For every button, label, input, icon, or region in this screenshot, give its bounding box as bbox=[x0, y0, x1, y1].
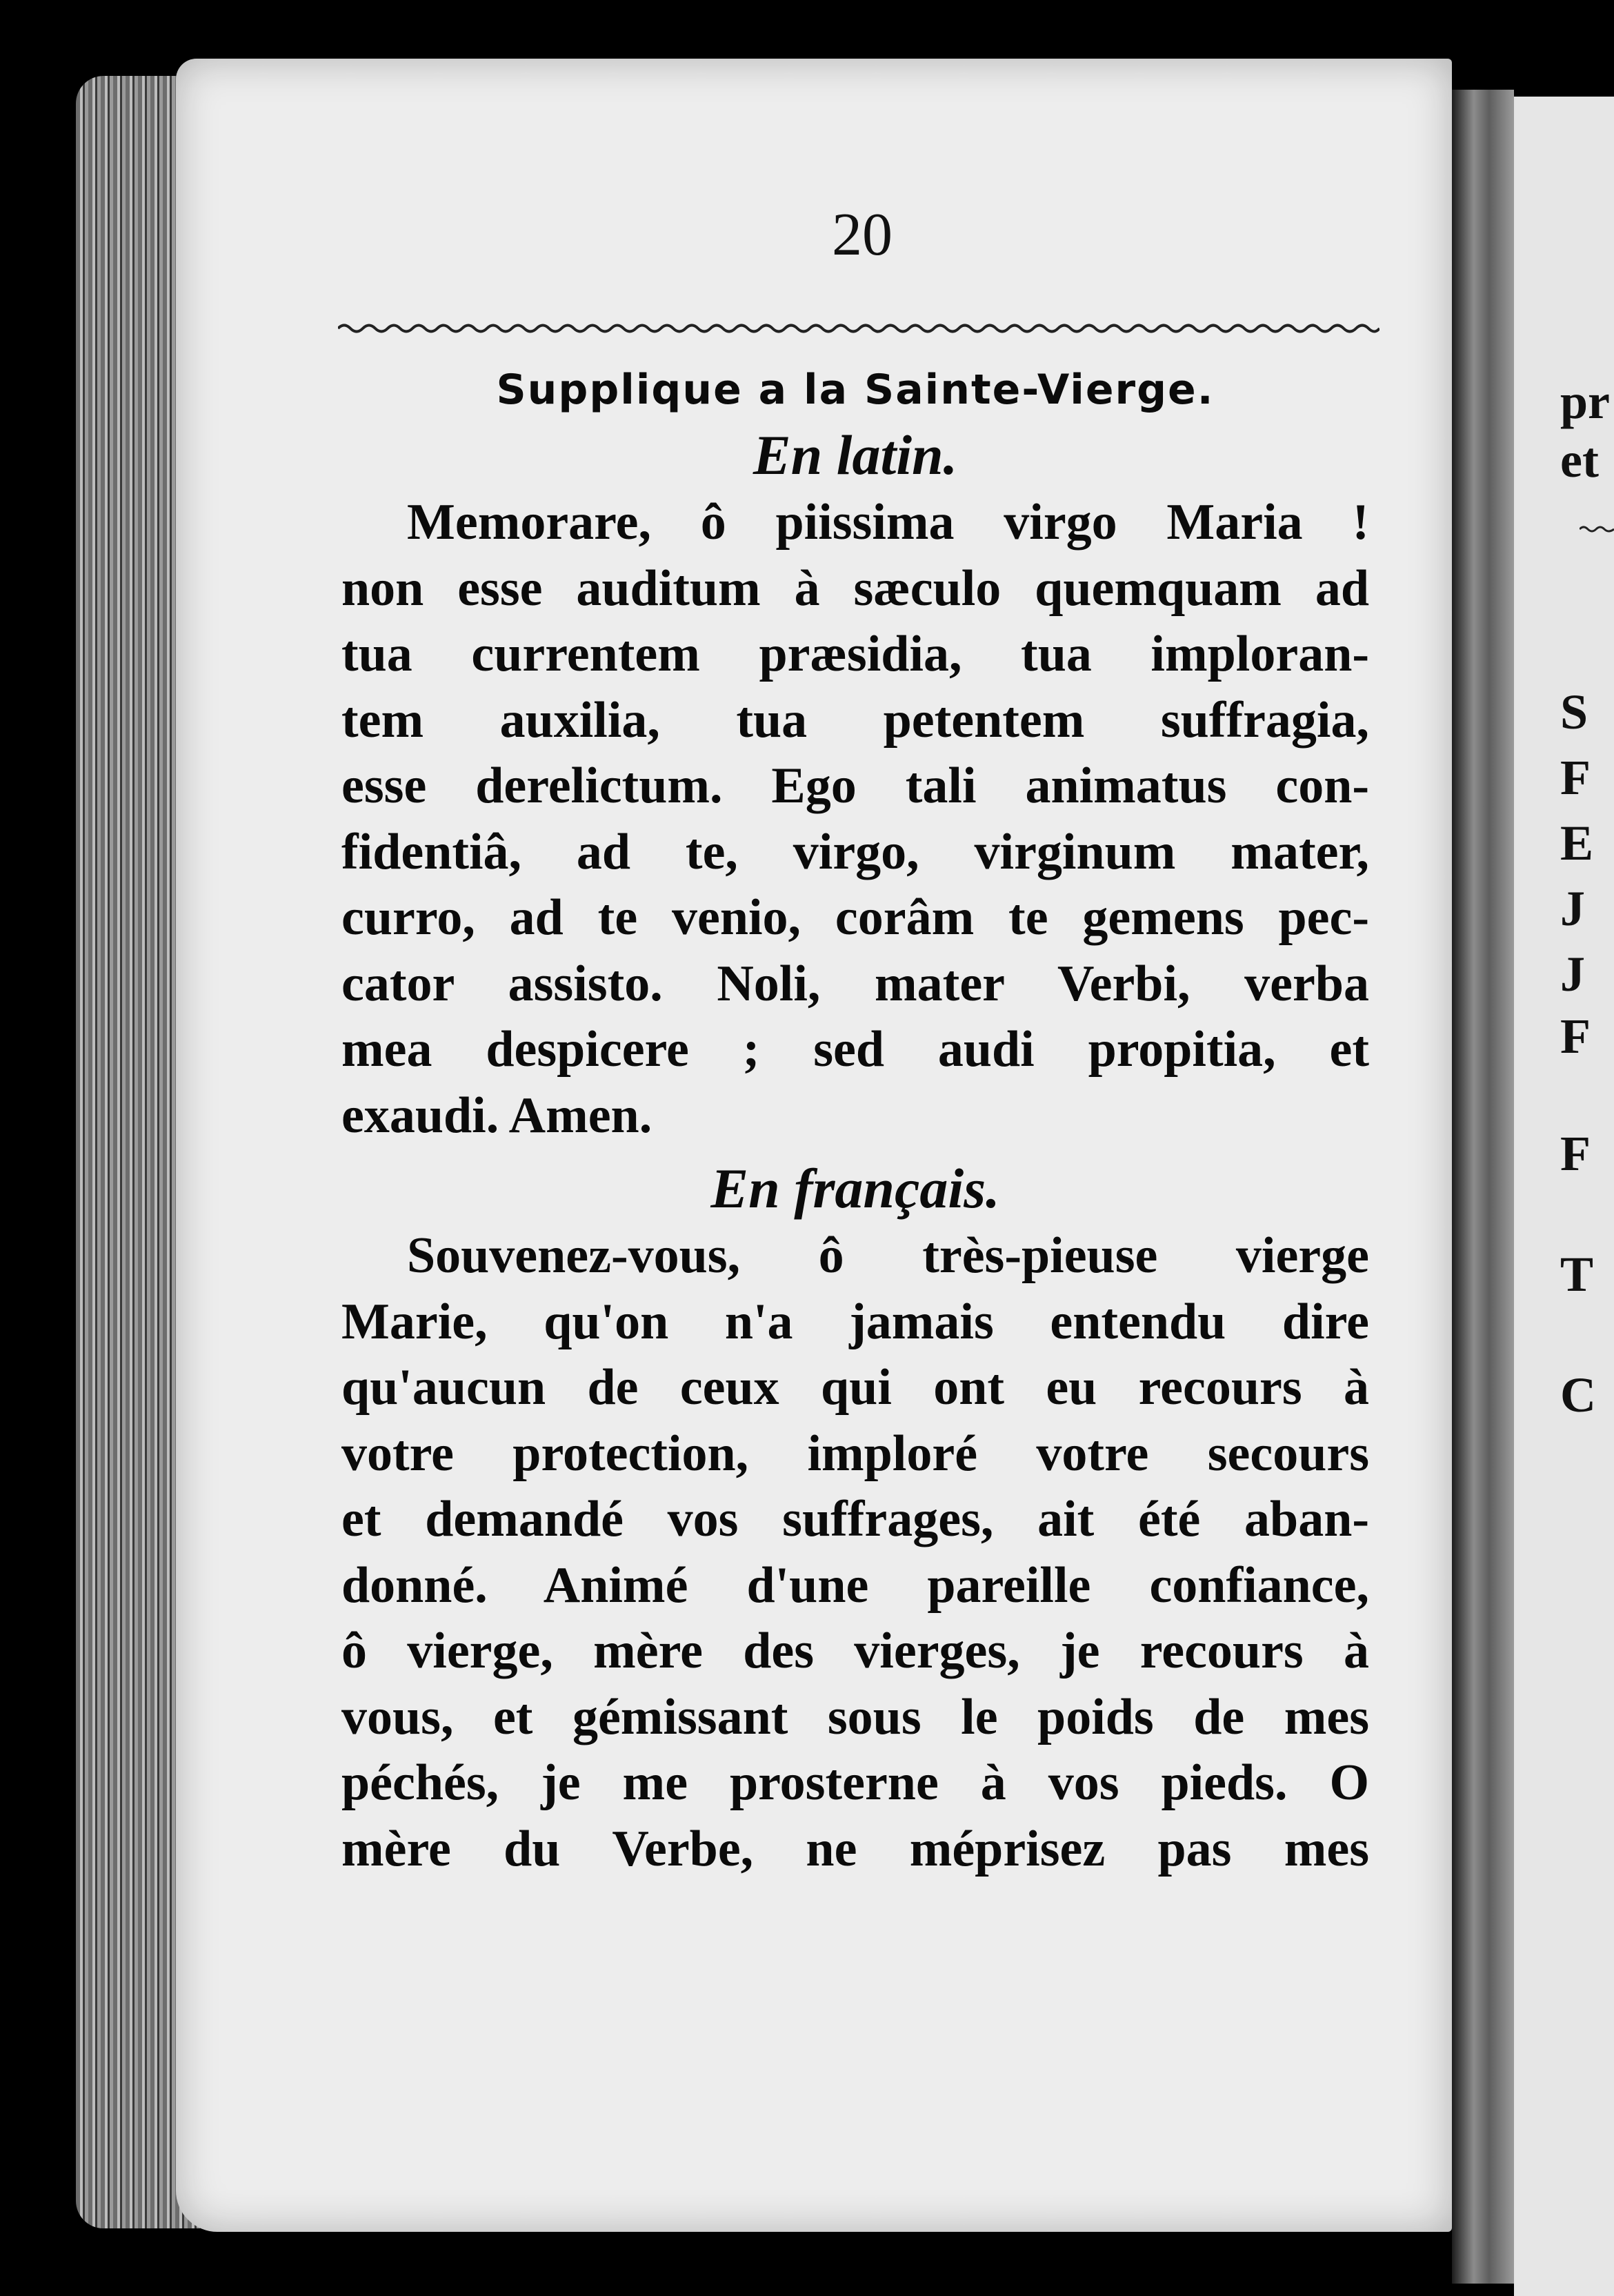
facing-text-fragment: F bbox=[1560, 750, 1591, 805]
latin-subtitle: En latin. bbox=[753, 424, 958, 486]
text-line: non esse auditum à sæculo quemquam ad bbox=[341, 560, 1369, 617]
text-line: mère du Verbe, ne méprisez pas mes bbox=[341, 1820, 1369, 1877]
facing-wavy-rule bbox=[1580, 524, 1614, 534]
text-line: tua currentem præsidia, tua imploran- bbox=[341, 626, 1369, 682]
facing-text-fragment: J bbox=[1560, 947, 1585, 1002]
text-line: donné. Animé d'une pareille confiance, bbox=[341, 1556, 1369, 1614]
text-line: Marie, qu'on n'a jamais entendu dire bbox=[341, 1293, 1369, 1350]
text-line: Souvenez-vous, ô très-pieuse vierge bbox=[407, 1227, 1369, 1284]
facing-text-fragment: S bbox=[1560, 684, 1588, 740]
text-line: cator assisto. Noli, mater Verbi, verba bbox=[341, 955, 1369, 1012]
text-line: Memorare, ô piissima virgo Maria ! bbox=[407, 494, 1369, 551]
facing-text-fragment: E bbox=[1560, 815, 1594, 871]
facing-text-fragment: et bbox=[1560, 433, 1599, 488]
text-line: et demandé vos suffrages, ait été aban- bbox=[341, 1491, 1369, 1547]
text-line: ô vierge, mère des vierges, je recours à bbox=[341, 1623, 1369, 1679]
text-line: votre protection, imploré votre secours bbox=[341, 1425, 1369, 1482]
page-number: 20 bbox=[832, 201, 893, 268]
facing-text-fragment: F bbox=[1560, 1126, 1591, 1181]
facing-text-fragment: F bbox=[1560, 1009, 1591, 1064]
french-paragraph bbox=[341, 1223, 1369, 1882]
text-line: curro, ad te venio, corâm te gemens pec- bbox=[341, 889, 1369, 946]
text-line: vous, et gémissant sous le poids de mes bbox=[341, 1688, 1369, 1745]
text-line: péchés, je me prosterne à vos pieds. O bbox=[341, 1754, 1369, 1811]
text-line: tem auxilia, tua petentem suffragia, bbox=[341, 691, 1369, 749]
french-subtitle: En français. bbox=[710, 1157, 1000, 1220]
facing-text-fragment: T bbox=[1560, 1247, 1594, 1302]
latin-paragraph bbox=[341, 490, 1369, 1149]
facing-text-fragment: C bbox=[1560, 1367, 1596, 1423]
text-line: fidentiâ, ad te, virgo, virginum mater, bbox=[341, 823, 1369, 880]
text-line: qu'aucun de ceux qui ont eu recours à bbox=[341, 1359, 1369, 1416]
wavy-rule bbox=[338, 321, 1379, 336]
text-line: exaudi. Amen. bbox=[341, 1087, 652, 1144]
page-text bbox=[341, 359, 1369, 1882]
section-title: Supplique a la Sainte-Vierge. bbox=[496, 366, 1215, 414]
text-line: esse derelictum. Ego tali animatus con- bbox=[341, 758, 1369, 814]
text-line: mea despicere ; sed audi propitia, et bbox=[341, 1021, 1369, 1078]
book-gutter bbox=[1452, 90, 1514, 2284]
facing-text-fragment: J bbox=[1560, 881, 1585, 936]
facing-text-fragment: pr bbox=[1560, 374, 1610, 429]
